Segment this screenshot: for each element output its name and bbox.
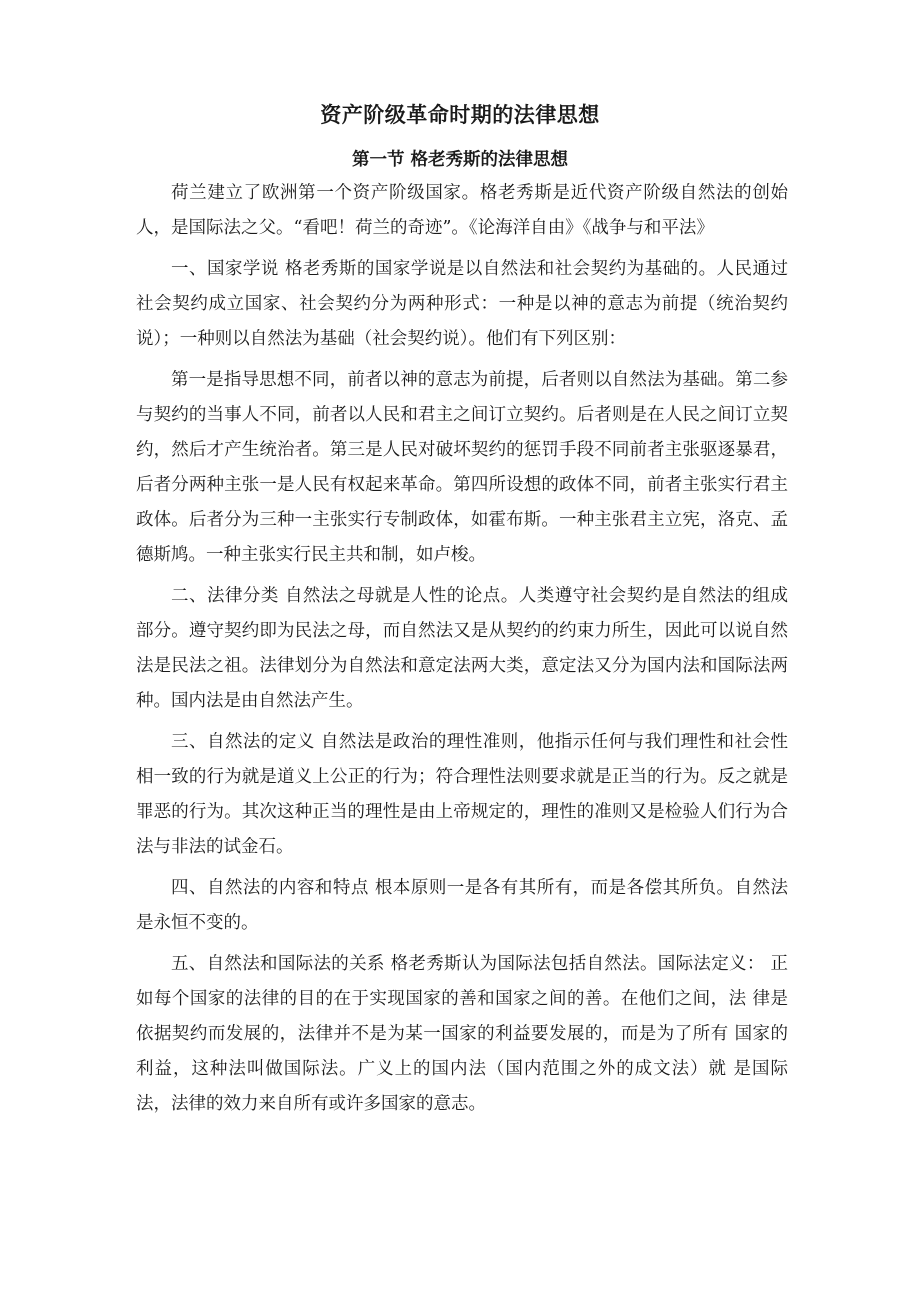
paragraph-law-classification: 二、法律分类 自然法之母就是人性的论点。人类遵守社会契约是自然法的组成部分。遵守契约即为民法之母，而自然法又是从契约的约束力所生，因此可以说自然法是民法之祖。法律划分为自然法和意定法两大类，意定法又分为国内法和国际法两种。国内法是由自然法产生。 [136, 586, 788, 711]
document-body [136, 176, 788, 1128]
paragraph-state-theory: 一、国家学说 格老秀斯的国家学说是以自然法和社会契约为基础的。人民通过社会契约成立国家、社会契约分为两种形式：一种是以神的意志为前提（统治契约说）；一种则以自然法为基础（社会契约说）。他们有下列区别： [136, 259, 788, 349]
document-title: 资产阶级革命时期的法律思想 [320, 103, 600, 127]
paragraph-natural-law-definition: 三、自然法的定义 自然法是政治的理性准则，他指示任何与我们理性和社会性相一致的行为就是道义上公正的行为；符合理性法则要求就是正当的行为。反之就是罪恶的行为。其次这种正当的理性是由上帝规定的，理性的准则又是检验人们行为合法与非法的试金石。 [136, 732, 788, 857]
paragraph-natural-law-content: 四、自然法的内容和特点 根本原则一是各有其所有，而是各偿其所负。自然法是永恒不变的。 [136, 878, 788, 933]
paragraph-differences: 第一是指导思想不同，前者以神的意志为前提，后者则以自然法为基础。第二参与契约的当事人不同，前者以人民和君主之间订立契约。后者则是在人民之间订立契约，然后才产生统治者。第三是人民对破坏契约的惩罚手段不同前者主张驱逐暴君，后者分两种主张一是人民有权起来革命。第四所设想的政体不同，前者主张实行君主政体。后者分为三种一主张实行专制政体，如霍布斯。一种主张君主立宪，洛克、孟德斯鸠。一种主张实行民主共和制，如卢梭。 [136, 370, 788, 565]
paragraph-natural-vs-international-law: 五、自然法和国际法的关系 格老秀斯认为国际法包括自然法。国际法定义： 正如每个国家的法律的目的在于实现国家的善和国家之间的善。在他们之间，法 律是依据契约而发展的，法律并不是为某一国家的利益要发展的，而是为了所有 国家的利益，这种法叫做国际法。广义上的国内法（国内范围之外的成文法）就 是国际法，法律的效力来自所有或许多国家的意志。 [136, 954, 788, 1114]
section-title: 第一节 格老秀斯的法律思想 [351, 150, 569, 170]
paragraph-intro: 荷兰建立了欧洲第一个资产阶级国家。格老秀斯是近代资产阶级自然法的创始人，是国际法之父。“看吧！荷兰的奇迹”。《论海洋自由》《战争与和平法》 [136, 183, 788, 238]
